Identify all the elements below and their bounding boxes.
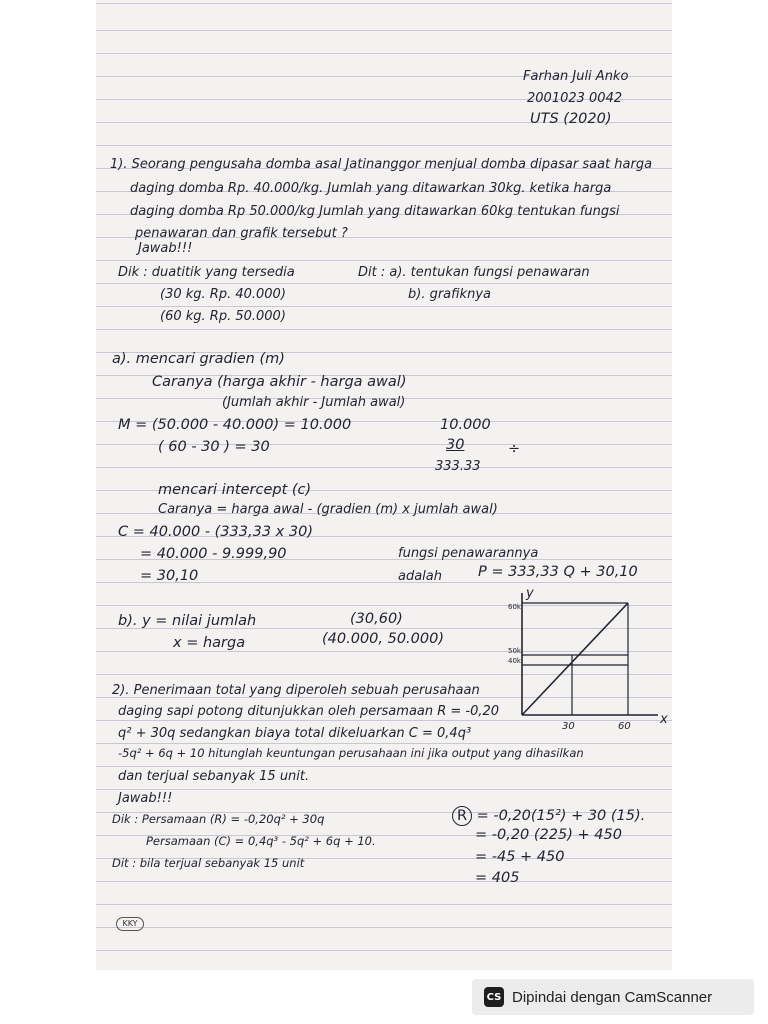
divide-symbol: ÷ — [508, 441, 521, 457]
student-name: Farhan Juli Anko — [523, 69, 629, 84]
q2-calc-2: = -0,20 (225) + 450 — [475, 827, 622, 843]
part-b-x-value: (40.000, 50.000) — [322, 631, 445, 647]
r-circled-symbol: R — [452, 806, 472, 826]
camscanner-watermark — [472, 979, 754, 1015]
graph-supply-line — [522, 603, 628, 715]
c-line-2: = 40.000 - 9.999,90 — [140, 546, 287, 562]
c-line-3: = 30,10 — [140, 568, 199, 584]
q2-dik-2: Persamaan (C) = 0,4q³ - 5q² + 6q + 10. — [146, 834, 376, 848]
stamp-badge: KKY — [116, 917, 144, 931]
q2-calc-1-row — [452, 806, 645, 826]
q1-line-5: Jawab!!! — [138, 241, 193, 256]
fungsi-equation: P = 333,33 Q + 30,10 — [478, 564, 638, 580]
graph-y-tick-60k: 60k — [508, 603, 521, 611]
part-a-caranya-den: (Jumlah akhir - Jumlah awal) — [222, 395, 406, 410]
q2-dik-1: Dik : Persamaan (R) = -0,20q² + 30q — [112, 812, 325, 826]
q2-line-5: dan terjual sebanyak 15 unit. — [118, 769, 310, 784]
fungsi-label: fungsi penawarannya — [398, 546, 539, 561]
part-b-y-line: b). y = nilai jumlah — [118, 613, 257, 629]
q1-line-4: penawaran dan grafik tersebut ? — [135, 226, 348, 241]
graph-x-tick-30: 30 — [562, 721, 575, 732]
part-b-y-value: (30,60) — [350, 611, 403, 627]
q2-line-2: daging sapi potong ditunjukkan oleh persamaan R = -0,20 — [118, 704, 500, 719]
m-result: 333.33 — [435, 459, 481, 474]
q2-line-1: 2). Penerimaan total yang diperoleh sebuah perusahaan — [112, 683, 480, 698]
graph-y-tick-50k: 50k — [508, 647, 521, 655]
graph-y-tick-40k: 40k — [508, 657, 521, 665]
q1-dit-label: Dit : a). tentukan fungsi penawaran — [358, 265, 590, 280]
supply-graph — [510, 585, 670, 735]
q1-line-3: daging domba Rp 50.000/kg Jumlah yang ditawarkan 60kg tentukan fungsi — [130, 204, 620, 219]
m-frac-num: 10.000 — [440, 417, 491, 433]
camscanner-icon: CS — [484, 987, 504, 1007]
part-a-heading: a). mencari gradien (m) — [112, 351, 285, 367]
graph-x-label: x — [660, 712, 668, 727]
q1-dik-point-2: (60 kg. Rp. 50.000) — [160, 309, 286, 324]
graph-x-tick-60: 60 — [618, 721, 631, 732]
q2-calc-1: = -0,20(15²) + 30 (15). — [476, 808, 646, 824]
adalah-label: adalah — [398, 569, 443, 584]
exam-title: UTS (2020) — [530, 111, 612, 127]
q1-dit-b: b). grafiknya — [408, 287, 491, 302]
q2-calc-4: = 405 — [475, 870, 520, 886]
q1-line-2: daging domba Rp. 40.000/kg. Jumlah yang ditawarkan 30kg. ketika harga — [130, 181, 612, 196]
m-line-1: M = (50.000 - 40.000) = 10.000 — [118, 417, 352, 433]
q2-line-4: -5q² + 6q + 10 hitunglah keuntungan perusahaan ini jika output yang dihasilkan — [118, 746, 584, 760]
q1-dik-point-1: (30 kg. Rp. 40.000) — [160, 287, 286, 302]
part-b-x-line: x = harga — [173, 635, 246, 651]
q2-dit: Dit : bila terjual sebanyak 15 unit — [112, 856, 305, 870]
student-id: 2001023 0042 — [527, 91, 623, 106]
graph-y-label: y — [526, 586, 534, 601]
q2-calc-3: = -45 + 450 — [475, 849, 565, 865]
q2-line-6: Jawab!!! — [118, 791, 173, 806]
intercept-heading: mencari intercept (c) — [158, 482, 312, 498]
part-a-caranya: Caranya (harga akhir - harga awal) — [152, 374, 407, 390]
m-line-2: ( 60 - 30 ) = 30 — [158, 439, 270, 455]
q1-dik-label: Dik : duatitik yang tersedia — [118, 265, 295, 280]
m-frac-den: 30 — [446, 437, 465, 453]
camscanner-text: Dipindai dengan CamScanner — [512, 988, 713, 1006]
c-line-1: C = 40.000 - (333,33 x 30) — [118, 524, 313, 540]
q2-line-3: q² + 30q sedangkan biaya total dikeluarkan C = 0,4q³ — [118, 726, 472, 741]
q1-line-1: 1). Seorang pengusaha domba asal Jatinanggor menjual domba dipasar saat harga — [110, 157, 653, 172]
intercept-formula: Caranya = harga awal - (gradien (m) x jumlah awal) — [158, 502, 498, 517]
